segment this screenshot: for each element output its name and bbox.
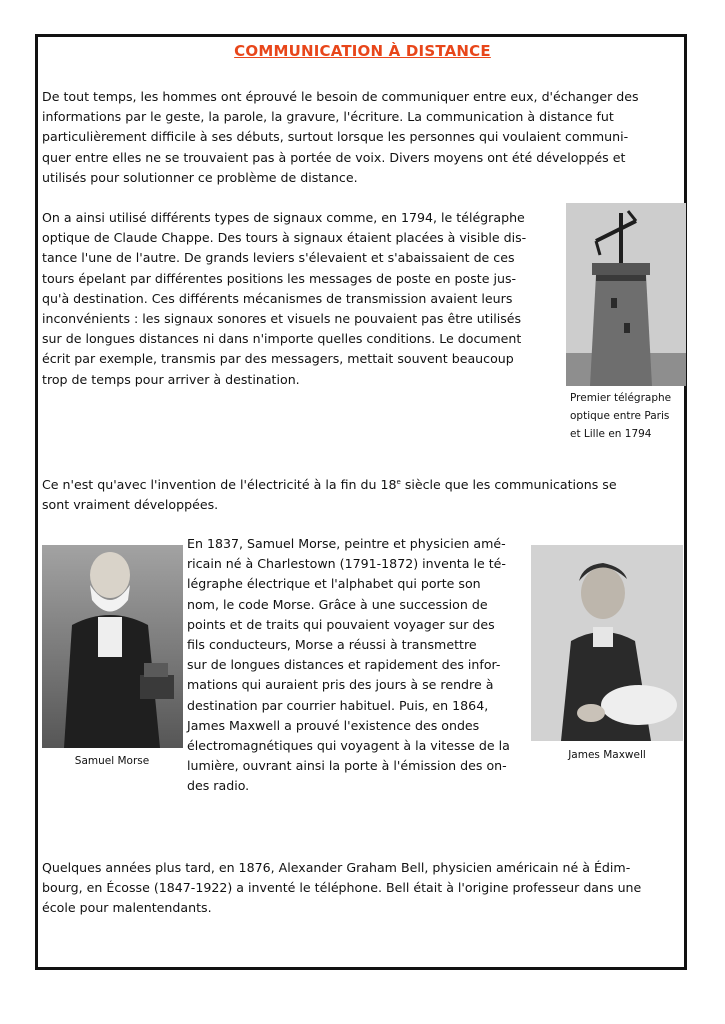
text-line: sur de longues distances et rapidement des infor- [187,657,501,673]
text-line: destination par courrier habituel. Puis, en 1864, [187,697,489,713]
text-line: trop de temps pour arriver à destination. [42,371,300,387]
caption-line: optique entre Paris [570,410,670,422]
text-line: inconvénients : les signaux sonores et visuels ne pouvaient pas être utilisés [42,311,522,327]
text-line: sont vraiment développées. [42,497,219,513]
intro-paragraph [42,87,682,188]
text-line: fils conducteurs, Morse a réussi à transmettre [187,637,477,653]
text-line: lumière, ouvrant ainsi la porte à l'émission des on- [187,758,507,774]
text-line: points et de traits qui pouvaient voyager sur des [187,616,495,632]
text-line: légraphe électrique et l'alphabet qui porte son [187,576,481,592]
text-fragment: siècle que les communications se [400,477,617,493]
page-title: COMMUNICATION À DISTANCE [234,42,491,60]
text-line: Quelques années plus tard, en 1876, Alexander Graham Bell, physicien américain né à Édim- [42,860,631,875]
text-line: électromagnétiques qui voyagent à la vitesse de la [187,738,510,754]
text-line: On a ainsi utilisé différents types de signaux comme, en 1794, le télégraphe [42,210,525,225]
bell-paragraph [42,858,682,919]
text-line: De tout temps, les hommes ont éprouvé le besoin de communiquer entre eux, d'échanger des [42,89,639,104]
text-line: utilisés pour solutionner ce problème de distance. [42,169,358,185]
text-line: En 1837, Samuel Morse, peintre et physicien amé- [187,536,506,551]
morse-paragraph [187,534,527,797]
samuel-morse-portrait [42,545,183,748]
text-line: école pour malentendants. [42,900,212,916]
text-line [42,472,682,495]
caption-line: Premier télégraphe [570,392,672,404]
text-line: particulièrement difficile à ses débuts, surtout lorsque les personnes qui voulaient communi- [42,129,629,145]
electricity-paragraph [42,472,682,516]
caption-line: et Lille en 1794 [570,428,652,440]
text-line: tours épelant par différentes positions les messages de poste en poste jus- [42,270,517,286]
maxwell-caption: James Maxwell [568,749,646,761]
text-line: tance l'une de l'autre. De grands leviers s'élevaient et s'abaissaient de ces [42,250,515,266]
superscript: e [396,478,401,486]
text-line: nom, le code Morse. Grâce à une succession de [187,596,488,612]
text-line: informations par le geste, la parole, la gravure, l'écriture. La communication à distance fut [42,109,614,125]
text-line: ricain né à Charlestown (1791-1872) inventa le té- [187,556,506,572]
telegraph-caption [570,389,685,443]
text-fragment: Ce n'est qu'avec l'invention de l'électricité à la fin du 18 [42,477,397,493]
text-line: optique de Claude Chappe. Des tours à signaux étaient placées à visible dis- [42,230,527,246]
text-line: écrit par exemple, transmis par des messagers, mettait souvent beaucoup [42,351,514,367]
telegraph-tower-photo [566,203,686,386]
text-line: sur de longues distances ni dans n'importe quelles conditions. Le document [42,331,522,347]
morse-caption: Samuel Morse [74,755,150,767]
james-maxwell-portrait [531,545,683,741]
text-line: quer entre elles ne se trouvaient pas à portée de voix. Divers moyens ont été développés et [42,149,626,165]
text-line: bourg, en Écosse (1847-1922) a inventé le téléphone. Bell était à l'origine professeur dans une [42,880,642,896]
text-line: qu'à destination. Ces différents mécanismes de transmission avaient leurs [42,290,513,306]
text-line: James Maxwell a prouvé l'existence des ondes [187,717,480,733]
chappe-paragraph [42,208,562,390]
text-line: des radio. [187,778,250,794]
text-line: mations qui auraient pris des jours à se rendre à [187,677,494,693]
